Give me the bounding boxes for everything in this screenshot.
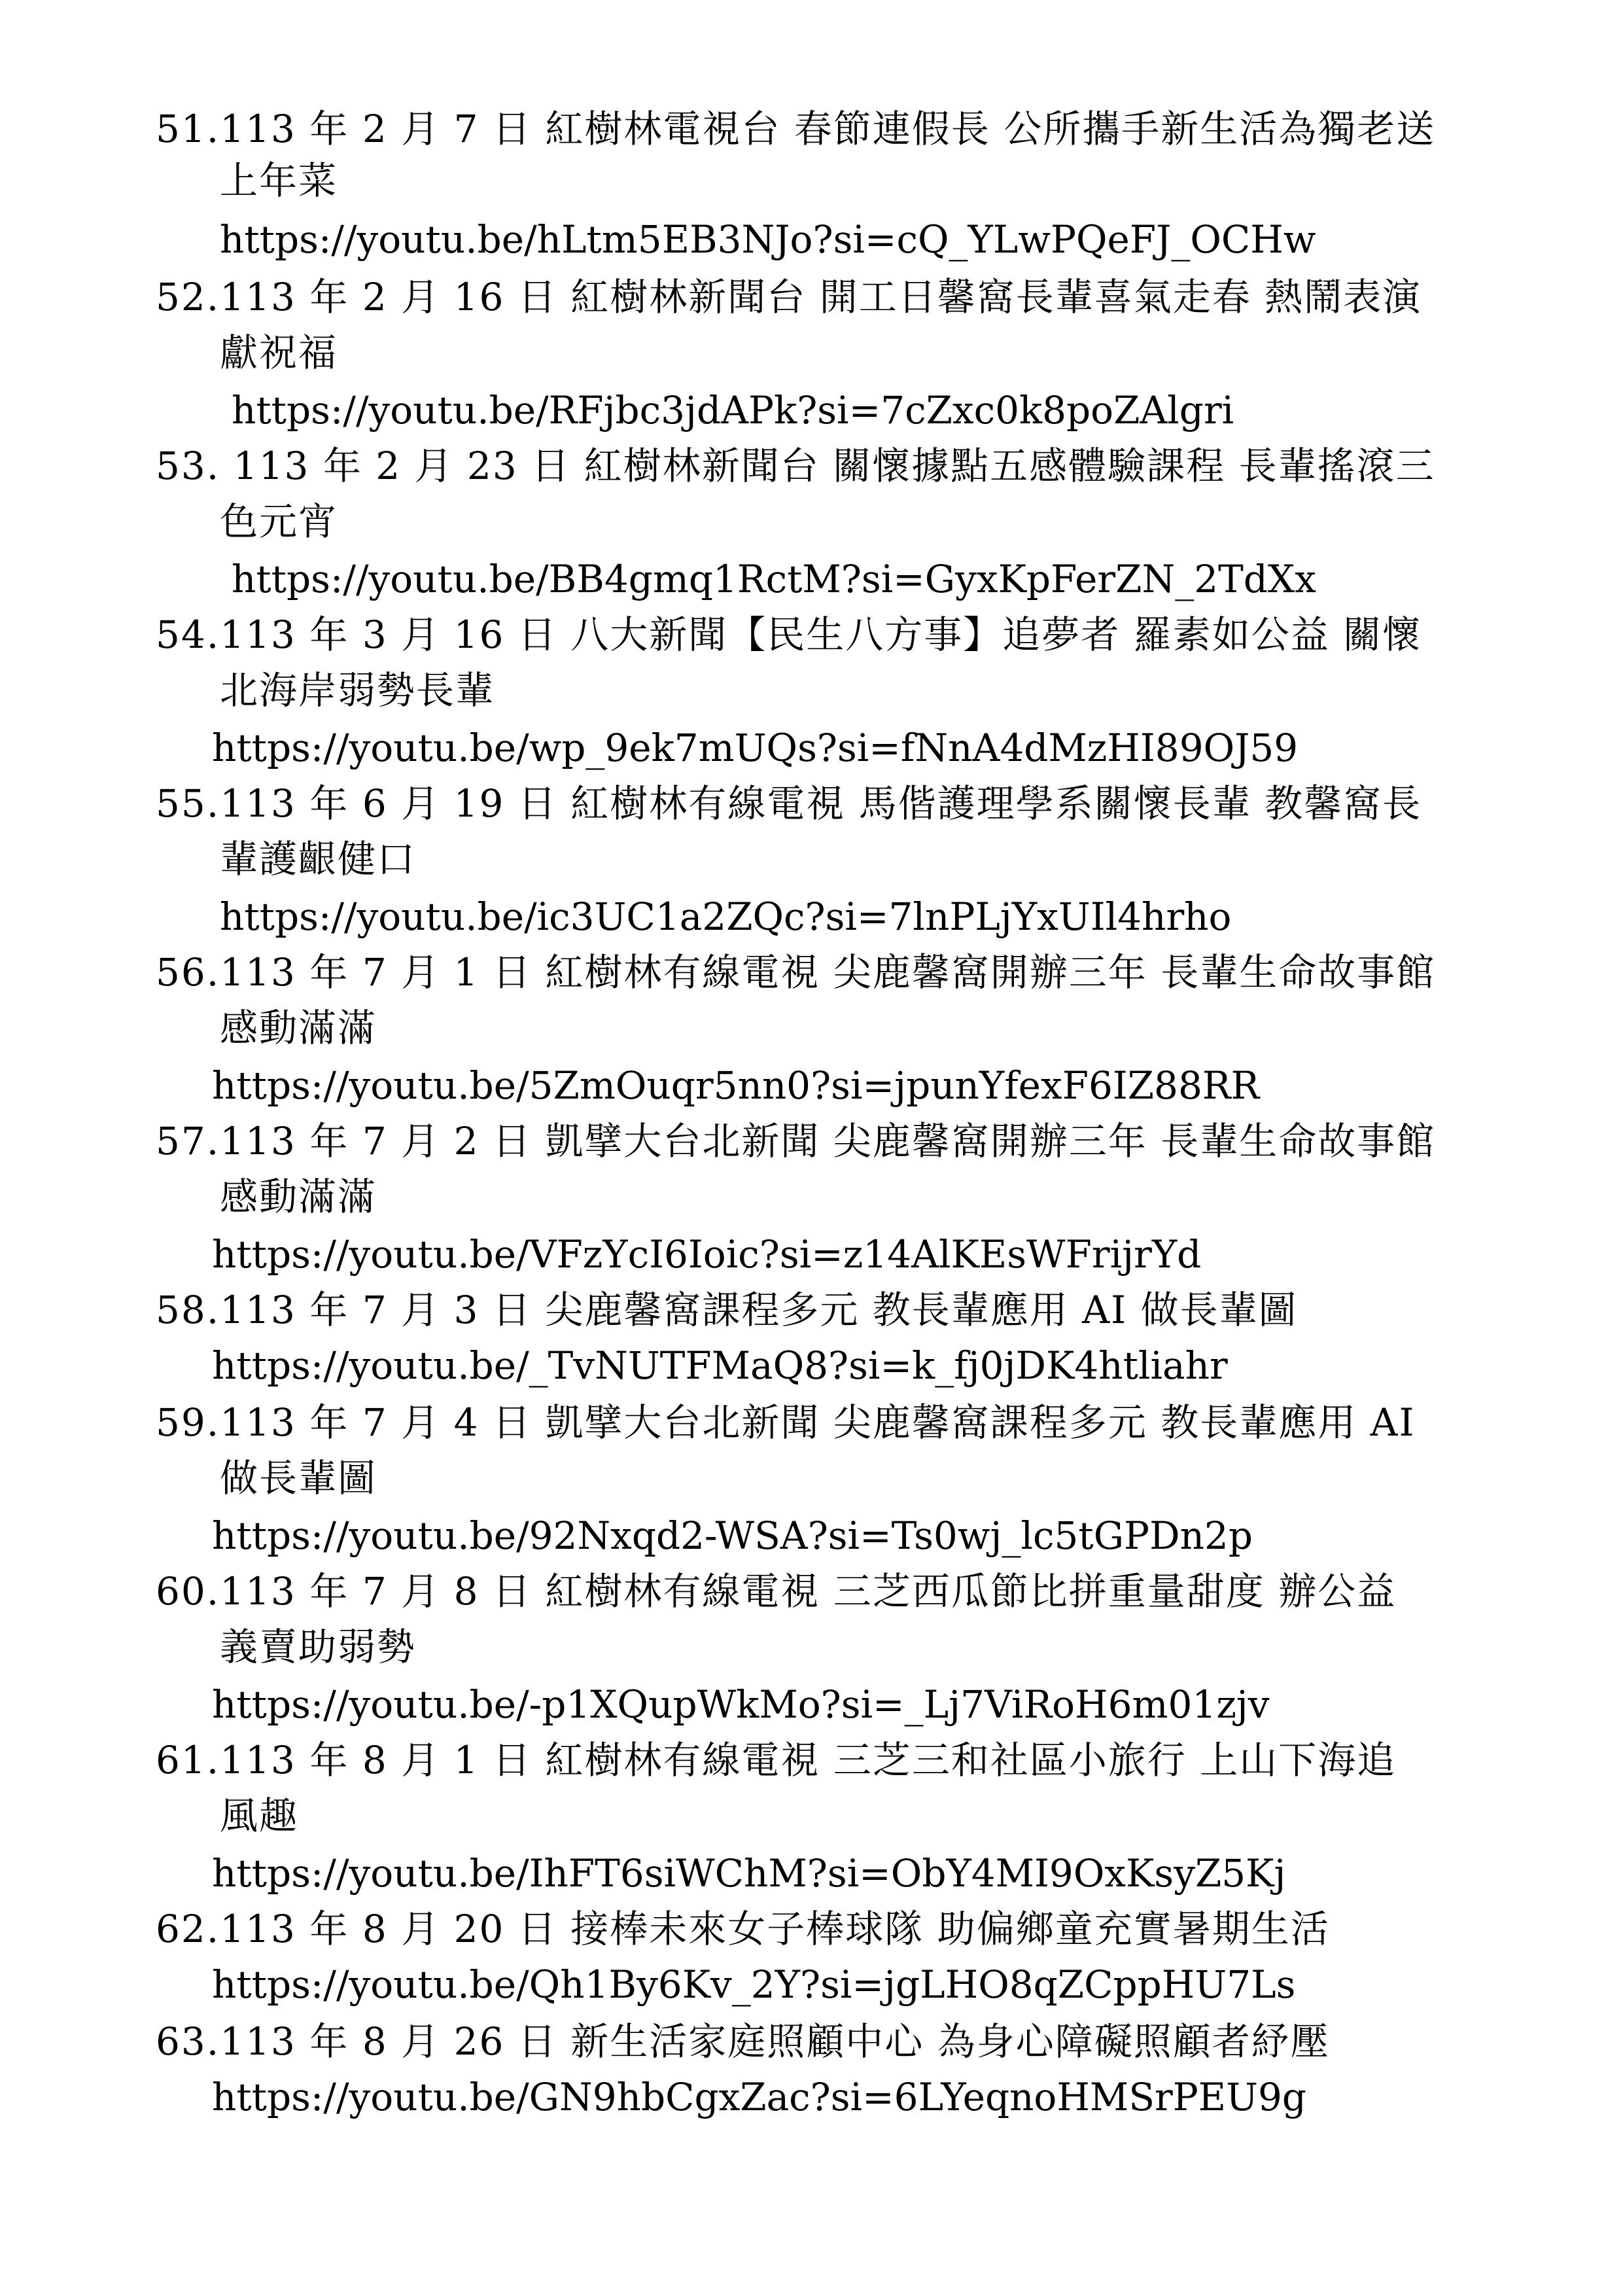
entry-link[interactable]: https://youtu.be/_TvNUTFMaQ8?si=k_fj0jDK4htliahr [212,1343,1228,1388]
entry-title: 53. 113 年 2 月 23 日 紅樹林新聞台 關懷據點五感體驗課程 長輩搖滾三 [156,444,1435,488]
entry-link[interactable]: https://youtu.be/GN9hbCgxZac?si=6LYeqnoHMSrPEU9g [212,2075,1307,2119]
entry-title: 59.113 年 7 月 4 日 凱擘大台北新聞 尖鹿馨窩課程多元 教長輩應用 AI [156,1400,1416,1445]
entry-link[interactable]: https://youtu.be/-p1XQupWkMo?si=_Lj7ViRoH6m01zjv [212,1682,1270,1727]
entry-title-continued: 感動滿滿 [220,1006,377,1050]
entry-title: 51.113 年 2 月 7 日 紅樹林電視台 春節連假長 公所攜手新生活為獨老送 [156,107,1436,151]
entry-title-continued: 北海岸弱勢長輩 [220,668,495,713]
entry-title: 63.113 年 8 月 26 日 新生活家庭照顧中心 為身心障礙照顧者紓壓 [156,2019,1330,2064]
entry-title-continued: 做長輩圖 [220,1456,377,1500]
entry-title: 58.113 年 7 月 3 日 尖鹿馨窩課程多元 教長輩應用 AI 做長輩圖 [156,1288,1298,1332]
entry-title: 60.113 年 7 月 8 日 紅樹林有線電視 三芝西瓜節比拼重量甜度 辦公益 [156,1569,1397,1614]
entry-title-continued: 義賣助弱勢 [220,1625,417,1669]
entry-title: 56.113 年 7 月 1 日 紅樹林有線電視 尖鹿馨窩開辦三年 長輩生命故事館 [156,950,1436,995]
entry-title-continued: 色元宵 [220,499,338,544]
entry-link[interactable]: https://youtu.be/hLtm5EB3NJo?si=cQ_YLwPQeFJ_OCHw [220,217,1316,262]
entry-title-continued: 獻祝福 [220,330,338,375]
entry-link[interactable]: https://youtu.be/92Nxqd2-WSA?si=Ts0wj_lc5tGPDn2p [212,1513,1253,1558]
entry-link[interactable]: https://youtu.be/BB4gmq1RctM?si=GyxKpFerZN_2TdXx [232,557,1316,601]
entry-title-continued: 輩護齦健口 [220,837,417,881]
entry-title: 54.113 年 3 月 16 日 八大新聞【民生八方事】追夢者 羅素如公益 關懷 [156,612,1422,657]
entry-link[interactable]: https://youtu.be/wp_9ek7mUQs?si=fNnA4dMzHI89OJ59 [212,726,1299,770]
entry-link[interactable]: https://youtu.be/5ZmOuqr5nn0?si=jpunYfexF6IZ88RR [212,1063,1260,1108]
entry-title: 57.113 年 7 月 2 日 凱擘大台北新聞 尖鹿馨窩開辦三年 長輩生命故事館 [156,1119,1436,1163]
entry-title: 62.113 年 8 月 20 日 接棒未來女子棒球隊 助偏鄉童充實暑期生活 [156,1907,1330,1951]
entry-title-continued: 上年菜 [220,158,338,203]
entry-title: 52.113 年 2 月 16 日 紅樹林新聞台 開工日馨窩長輩喜氣走春 熱鬧表演 [156,275,1422,319]
entry-link[interactable]: https://youtu.be/ic3UC1a2ZQc?si=7lnPLjYxUIl4hrho [220,894,1232,939]
entry-title-continued: 風趣 [220,1793,299,1838]
entry-title-continued: 感動滿滿 [220,1174,377,1219]
entry-title: 55.113 年 6 月 19 日 紅樹林有線電視 馬偕護理學系關懷長輩 教馨窩長 [156,781,1422,826]
entry-link[interactable]: https://youtu.be/RFjbc3jdAPk?si=7cZxc0k8poZAlgri [232,388,1234,433]
entry-link[interactable]: https://youtu.be/VFzYcI6Ioic?si=z14AlKEsWFrijrYd [212,1232,1202,1277]
entry-link[interactable]: https://youtu.be/Qh1By6Kv_2Y?si=jgLHO8qZCppHU7Ls [212,1962,1296,2007]
entry-link[interactable]: https://youtu.be/IhFT6siWChM?si=ObY4MI9OxKsyZ5Kj [212,1851,1286,1896]
entry-title: 61.113 年 8 月 1 日 紅樹林有線電視 三芝三和社區小旅行 上山下海追 [156,1738,1397,1782]
